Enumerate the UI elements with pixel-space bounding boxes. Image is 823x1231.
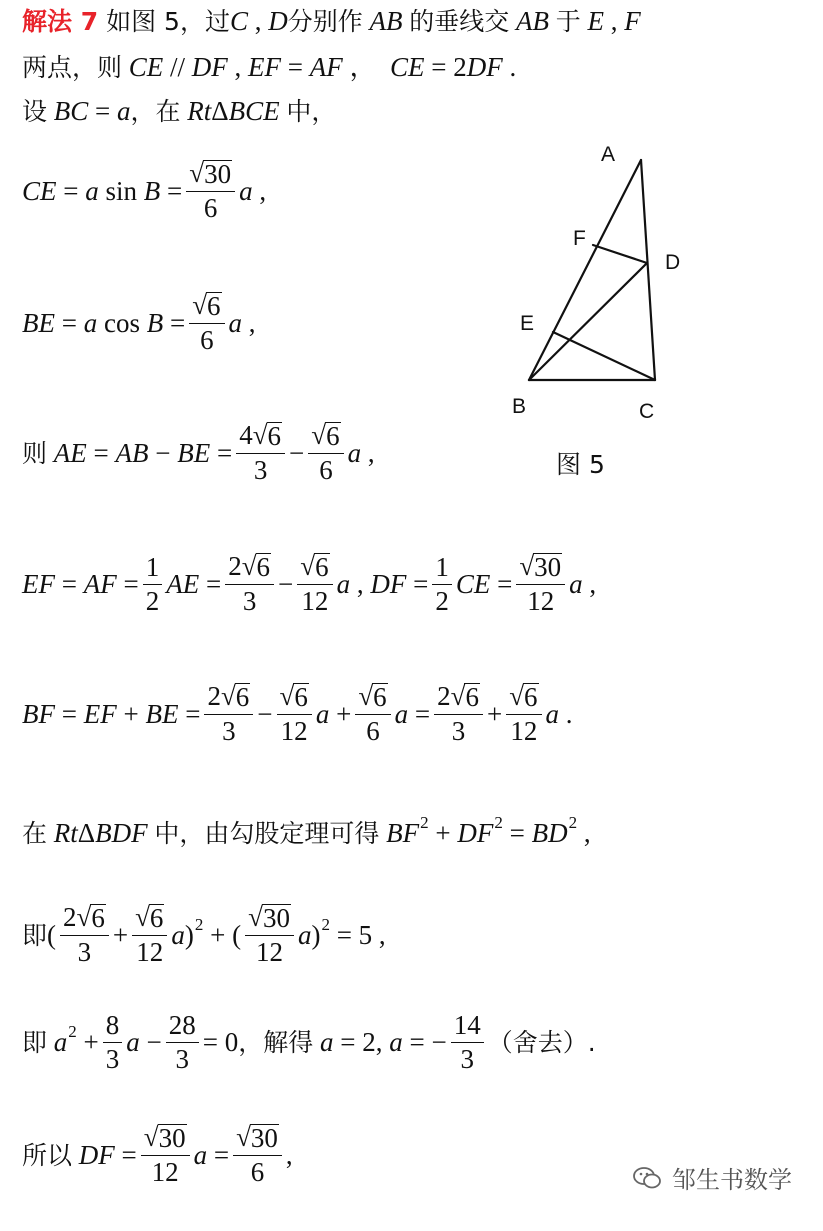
text: 于 (555, 7, 581, 36)
text: 中， (286, 97, 337, 126)
label-e: E (520, 312, 535, 335)
label-f: F (573, 227, 586, 250)
text: ，解得 (238, 1028, 314, 1057)
text: 所以 (22, 1140, 73, 1170)
text: 即 (22, 1028, 48, 1057)
label-c: C (639, 400, 655, 423)
eq-final: 所以 DF = √ 30 12 a = √ 30 6 , (22, 1122, 293, 1187)
eq-quadratic: 即 a 2 + $\frac{8}{3}$ a − $\frac{28}{3}$ = 0 ，解得 a = 2, a = − $\frac{14}{3}$ （舍去）. (22, 1010, 596, 1074)
figure-caption: 图 5 (556, 450, 605, 479)
eq-squared: 即 ( 2 √ 6 3 + √ 6 12 a ) 2 + ( √ 30 12 a ) 2 = 5 , (22, 902, 386, 967)
label-d: D (665, 251, 681, 274)
text: 中，由勾股定理可得 (154, 819, 380, 848)
text: 即 (22, 920, 48, 950)
text: ，在 (130, 97, 181, 126)
eq-ae: 则 AE = AB − BE = 4 √ 6 3 − √ 6 6 a , (22, 420, 375, 485)
text: 设 (22, 97, 48, 126)
line-2: 两点，则 CE // DF , EF = AF ， CE = 2 DF . (22, 52, 517, 82)
text: 的垂线交 (409, 7, 510, 36)
text: （舍去）. (487, 1028, 596, 1057)
label-a: A (601, 143, 616, 166)
eq-ce: CE = a sin B = √ 30 6 a , (22, 158, 267, 223)
text: 则 (22, 438, 48, 468)
triangle-figure (505, 135, 705, 430)
eq-bf: BF = EF + BE = 2 √ 6 3 − √ 6 12 a + √ 6 6 a = 2 √ 6 3 + √ 6 12 a . (22, 681, 573, 746)
text: 如图 5，过 (106, 7, 230, 36)
label-b: B (512, 395, 527, 418)
watermark-text: 邹生书数学 (672, 1166, 792, 1194)
text: 在 (22, 819, 48, 848)
text: 分别作 (287, 7, 363, 36)
eq-be: BE = a cos B = √ 6 6 a , (22, 290, 256, 355)
pythagoras-line: 在 Rt Δ BDF 中，由勾股定理可得 BF 2 + DF 2 = BD 2 , (22, 813, 591, 848)
text: 两点，则 (22, 53, 123, 82)
line-1: 解法 7 如图 5，过 C , D 分别作 AB 的垂线交 AB 于 E , F (22, 6, 641, 36)
eq-ef-df: EF = AF = $\frac{1}{2}$ AE = 2 √ 6 3 − √ 6 12 a , DF = $\frac{1}{2}$ CE = √ 30 12 a , (22, 551, 597, 616)
watermark (632, 1160, 792, 1195)
line-3: 设 BC = a ，在 Rt Δ BCE 中， (22, 96, 337, 126)
solution-heading: 解法 7 (22, 7, 99, 36)
wechat-icon (632, 1166, 662, 1190)
